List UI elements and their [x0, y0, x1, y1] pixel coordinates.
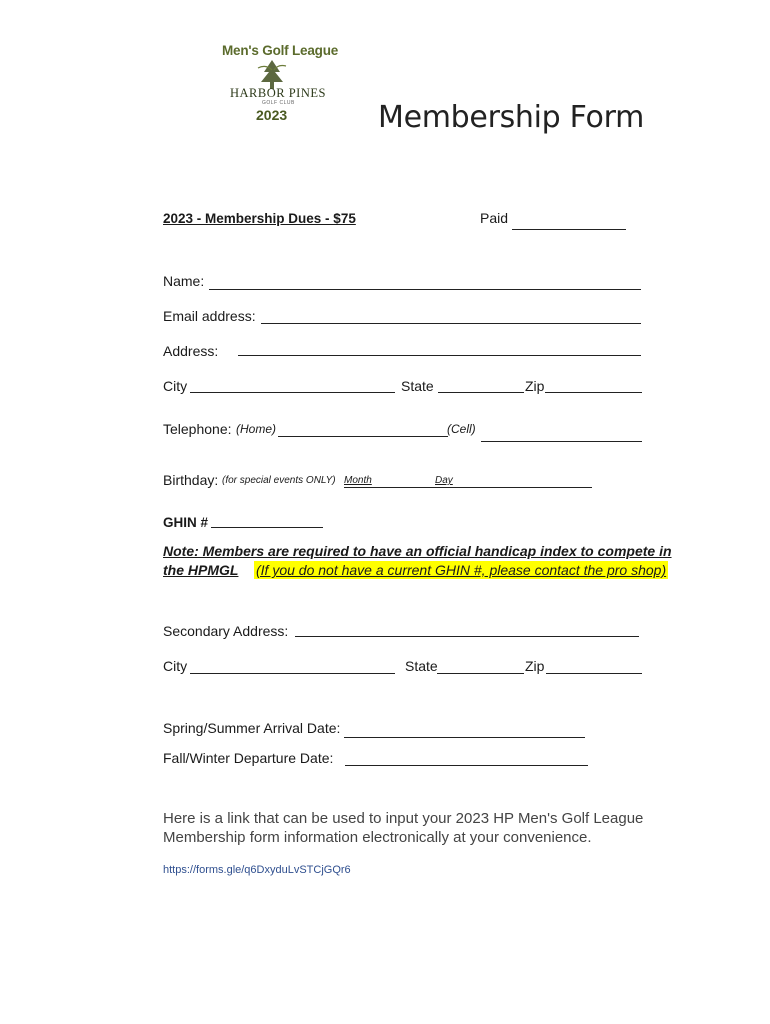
pro-shop-highlight: (If you do not have a current GHIN #, please contact the pro shop): [256, 562, 667, 578]
home-label: (Home): [236, 422, 277, 436]
day-label: Day: [435, 475, 453, 486]
handicap-note: Note: Members are required to have an official handicap index to compete in: [163, 543, 672, 559]
city-field[interactable]: [190, 392, 395, 393]
arrival-date-label: Spring/Summer Arrival Date:: [163, 720, 341, 736]
closing-line-2: Membership form information electronically at your convenience.: [163, 829, 592, 846]
month-label: Month: [344, 475, 372, 486]
secondary-state-label: State: [405, 658, 438, 674]
secondary-address-label: Secondary Address:: [163, 623, 289, 639]
email-label: Email address:: [163, 308, 256, 324]
secondary-city-label: City: [163, 658, 188, 674]
secondary-zip-field[interactable]: [546, 673, 642, 674]
birthday-note: (for special events ONLY): [222, 475, 336, 486]
handicap-note-cont: the HPMGL: [163, 562, 239, 578]
departure-date-field[interactable]: [345, 765, 588, 766]
birthday-field[interactable]: [344, 487, 592, 488]
city-label: City: [163, 378, 188, 394]
zip-field[interactable]: [545, 392, 642, 393]
state-field[interactable]: [438, 392, 524, 393]
logo-club-sub: GOLF CLUB: [262, 100, 295, 106]
address-label: Address:: [163, 343, 219, 359]
home-phone-field[interactable]: [278, 436, 448, 437]
logo-club-name: HARBOR PINES: [230, 86, 326, 100]
ghin-label: GHIN #: [163, 515, 209, 530]
form-link[interactable]: https://forms.gle/q6DxyduLvSTCjGQr6: [163, 864, 351, 876]
dues-label: 2023 - Membership Dues - $75: [163, 211, 356, 226]
page-title: Membership Form: [378, 100, 645, 135]
arrival-date-field[interactable]: [344, 737, 585, 738]
name-label: Name:: [163, 273, 205, 289]
secondary-zip-label: Zip: [525, 658, 545, 674]
paid-label: Paid: [480, 210, 509, 226]
closing-line-1: Here is a link that can be used to input your 2023 HP Men's Golf League: [163, 810, 644, 827]
email-field[interactable]: [261, 323, 641, 324]
cell-label: (Cell): [447, 422, 476, 436]
secondary-state-field[interactable]: [437, 673, 524, 674]
departure-date-label: Fall/Winter Departure Date:: [163, 750, 334, 766]
logo-year: 2023: [256, 107, 288, 123]
telephone-label: Telephone:: [163, 421, 232, 437]
zip-label: Zip: [525, 378, 545, 394]
name-field[interactable]: [209, 289, 641, 290]
state-label: State: [401, 378, 434, 394]
secondary-city-field[interactable]: [190, 673, 395, 674]
address-field[interactable]: [238, 355, 641, 356]
birthday-label: Birthday:: [163, 472, 219, 488]
logo-league-name: Men's Golf League: [222, 43, 339, 58]
paid-field[interactable]: [512, 229, 626, 230]
secondary-address-field[interactable]: [295, 636, 639, 637]
ghin-field[interactable]: [211, 527, 323, 528]
cell-phone-field[interactable]: [481, 441, 642, 442]
